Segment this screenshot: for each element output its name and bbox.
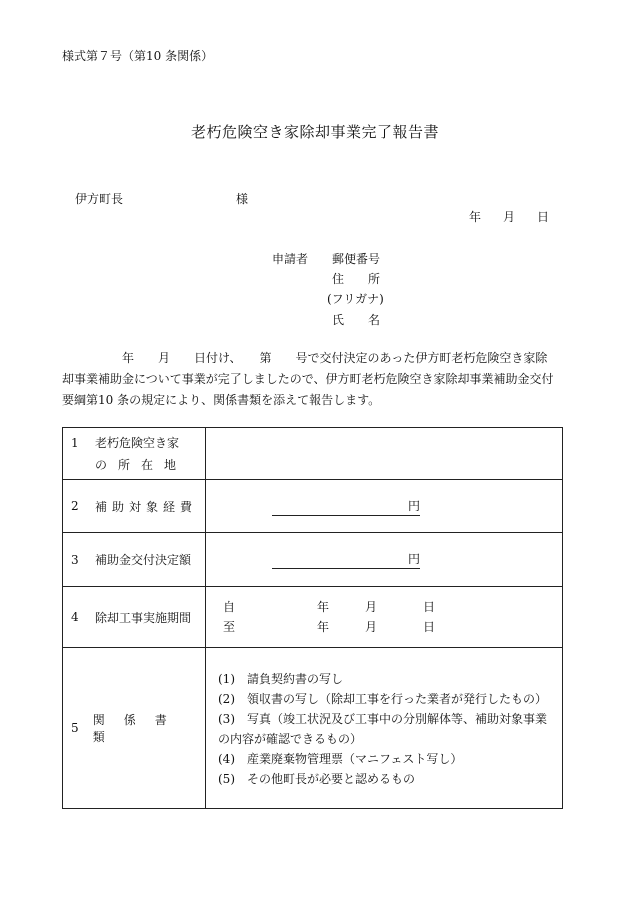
period-label: 除却工事実施期間 <box>95 610 192 625</box>
eligible-cost-label-cell <box>63 480 206 533</box>
document-title: 老朽危険空き家除却事業完了報告書 <box>190 123 439 141</box>
list-item: (1) 請負契約書の写し <box>218 672 344 686</box>
list-item: (4) 産業廃棄物管理票（マニフェスト写し） <box>218 752 463 766</box>
row-number: 1 <box>71 435 79 450</box>
date-day-unit: 日 <box>537 210 550 224</box>
address-label: 住 所 <box>332 272 381 286</box>
documents-label: 関係書類 <box>92 713 186 744</box>
year-unit: 年 <box>317 600 330 614</box>
body-line: 要綱第10 条の規定により、関係書類を添えて報告します。 <box>62 393 381 407</box>
list-item-continuation: の内容が確認できるもの） <box>218 732 363 746</box>
grant-amount-line[interactable] <box>272 550 420 569</box>
eligible-cost-label: 補助対象経費 <box>95 499 198 514</box>
row-number: 3 <box>71 552 79 567</box>
report-table <box>62 427 563 809</box>
year-unit: 年 <box>317 620 330 634</box>
table-row <box>63 428 563 480</box>
name-label: 氏 名 <box>332 313 381 327</box>
date-year-unit: 年 <box>469 210 482 224</box>
addressee-suffix: 様 <box>236 192 249 206</box>
period-from-label: 自 <box>223 600 236 614</box>
list-item: (3) 写真（竣工状況及び工事中の分別解体等、補助対象事業 <box>218 712 548 726</box>
yen-unit: 円 <box>407 552 420 566</box>
furigana-label: (フリガナ) <box>327 292 384 306</box>
report-body <box>62 348 568 411</box>
list-item: (5) その他町長が必要と認めるもの <box>218 772 416 786</box>
date-month-unit: 月 <box>503 210 516 224</box>
list-item: (2) 領収書の写し（除却工事を行った業者が発行したもの） <box>218 692 548 706</box>
grant-amount-label: 補助金交付決定額 <box>95 553 192 567</box>
period-label-cell <box>63 587 206 648</box>
postal-code-label: 郵便番号 <box>332 252 381 266</box>
body-line: 年 月 日付け、 第 号で交付決定のあった伊方町老朽危険空き家除 <box>62 351 548 365</box>
row-number: 4 <box>71 610 79 624</box>
table-row <box>63 587 563 648</box>
eligible-cost-value-cell[interactable] <box>206 480 563 533</box>
period-start[interactable] <box>206 597 562 617</box>
day-unit: 日 <box>423 600 436 614</box>
location-label-line1: 老朽危険空き家 <box>95 435 180 450</box>
location-label-line2: の所在地 <box>95 457 188 472</box>
body-line: 却事業補助金について事業が完了しましたので、伊方町老朽危険空き家除却事業補助金交付 <box>62 372 554 386</box>
row-number: 5 <box>71 721 79 735</box>
location-value-cell[interactable] <box>206 428 563 480</box>
month-unit: 月 <box>365 600 378 614</box>
month-unit: 月 <box>365 620 378 634</box>
day-unit: 日 <box>423 620 436 634</box>
documents-label-cell <box>63 648 206 809</box>
documents-list-cell <box>206 648 563 809</box>
row-number: 2 <box>71 499 79 513</box>
yen-unit: 円 <box>407 498 420 513</box>
applicant-label: 申請者 <box>272 252 309 266</box>
eligible-cost-amount-line[interactable] <box>272 497 420 516</box>
period-end[interactable] <box>206 617 562 637</box>
table-row <box>63 533 563 587</box>
table-row <box>63 480 563 533</box>
grant-amount-value-cell[interactable] <box>206 533 563 587</box>
addressee: 伊方町長 <box>75 192 124 206</box>
grant-amount-label-cell <box>63 533 206 587</box>
table-row <box>63 648 563 809</box>
period-value-cell[interactable] <box>206 587 563 648</box>
report-date <box>469 208 549 225</box>
location-label-cell <box>63 428 206 480</box>
form-number: 様式第７号（第10 条関係） <box>62 49 214 63</box>
period-to-label: 至 <box>223 620 236 634</box>
